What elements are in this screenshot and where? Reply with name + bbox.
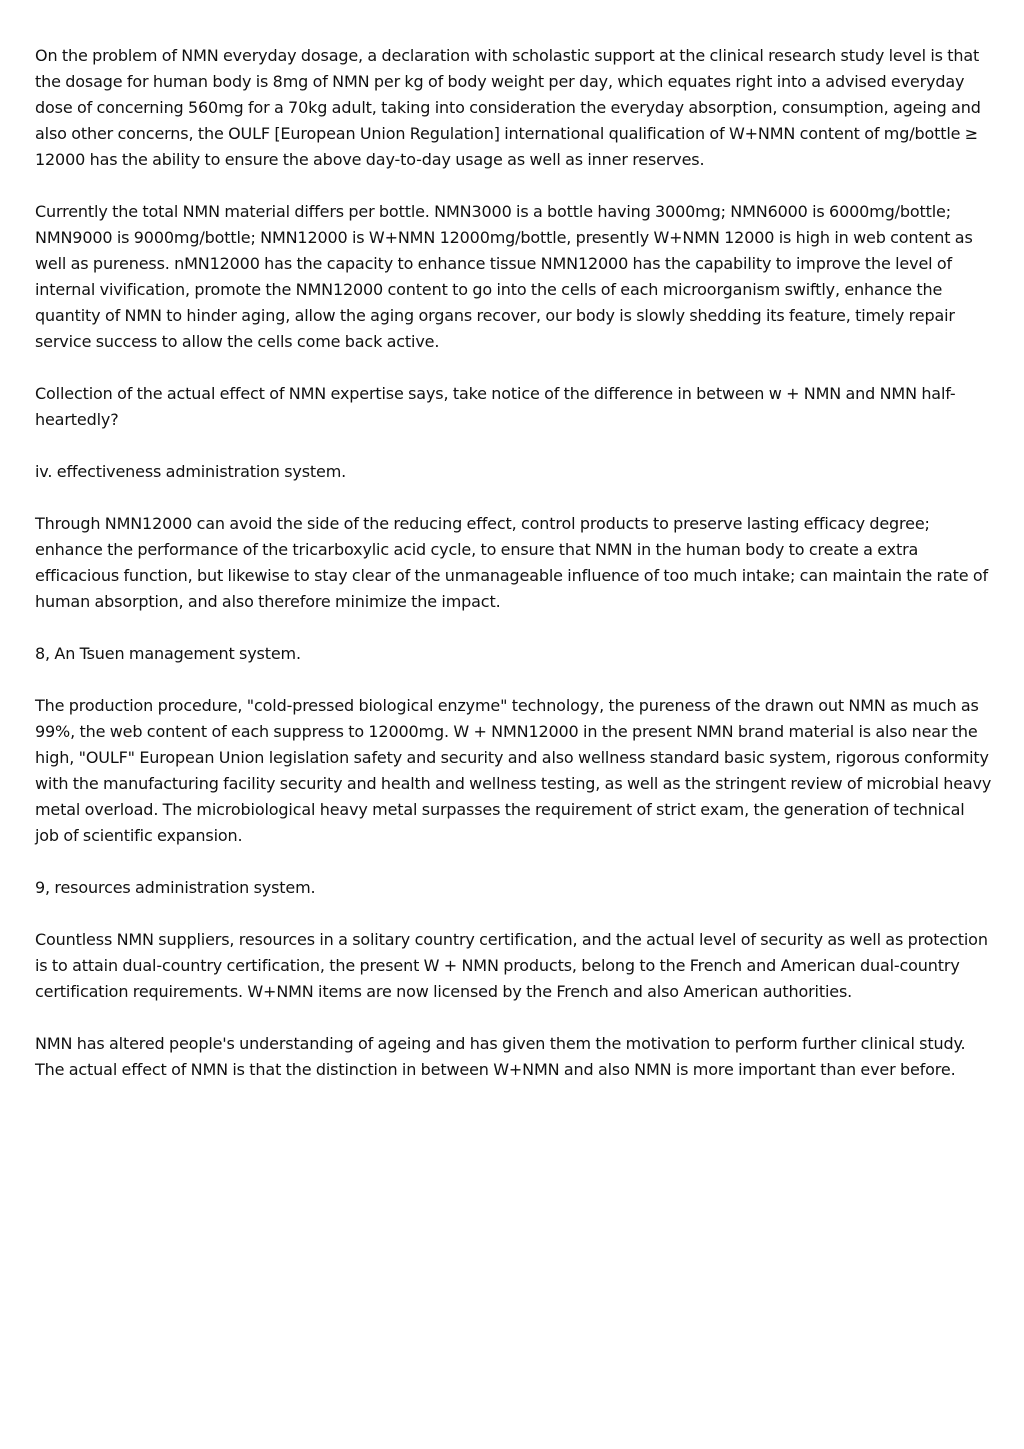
paragraph-certification: Countless NMN suppliers, resources in a solitary country certification, and the actual level of security as well as protection is to attain dual-country certification, the present W + NMN products, belong to the French and American dual-country certification requirements. W+NMN items are now licensed by the French and also American authorities. (35, 930, 988, 1001)
paragraph-dosage: On the problem of NMN everyday dosage, a declaration with scholastic support at the clinical research study level is that the dosage for human body is 8mg of NMN per kg of body weight per day, which equates right into a advised everyday dose of concerning 560mg for a 70kg adult, taking into consideration the everyday absorption, consumption, ageing and also other concerns, the OULF [European Union Regulation] international qualification of W+NMN content of mg/bottle ≥ 12000 has the ability to ensure the above day-to-day usage as well as inner reserves. (35, 46, 981, 169)
paragraph-efficacy: Through NMN12000 can avoid the side of the reducing effect, control products to preserve lasting efficacy degree; enhance the performance of the tricarboxylic acid cycle, to ensure that NMN in the human body to create a extra efficacious function, but likewise to stay clear of the unmanageable influence of too much intake; can maintain the rate of human absorption, and also therefore minimize the impact. (35, 514, 988, 611)
paragraph-conclusion: NMN has altered people's understanding of ageing and has given them the motivation to perform further clinical study. The actual effect of NMN is that the distinction in between W+NMN and also NMN is more important than ever before. (35, 1034, 966, 1079)
paragraph-effectiveness-heading: iv. effectiveness administration system. (35, 462, 347, 481)
paragraph-bottle-content: Currently the total NMN material differs per bottle. NMN3000 is a bottle having 3000mg; NMN6000 is 6000mg/bottle; NMN9000 is 9000mg/bottle; NMN12000 is W+NMN 12000mg/bottle, presently W+NMN 12000 is high in web content as well as pureness. nMN12000 has the capacity to enhance tissue NMN12000 has the capability to improve the level of internal vivification, promote the NMN12000 content to go into the cells of each microorganism swiftly, enhance the quantity of NMN to hinder aging, allow the aging organs recover, our body is slowly shedding its feature, timely repair service success to allow the cells come back active. (35, 202, 973, 351)
paragraph-production: The production procedure, "cold-pressed biological enzyme" technology, the pureness of the drawn out NMN as much as 99%, the web content of each suppress to 12000mg. W + NMN12000 in the present NMN brand material is also near the high, "OULF" European Union legislation safety and security and also wellness standard basic system, rigorous conformity with the manufacturing facility security and health and wellness testing, as well as the stringent review of microbial heavy metal overload. The microbiological heavy metal surpasses the requirement of strict exam, the generation of technical job of scientific expansion. (35, 696, 992, 845)
paragraph-management-heading: 8, An Tsuen management system. (35, 644, 301, 663)
paragraph-resources-heading: 9, resources administration system. (35, 878, 316, 897)
paragraph-difference-question: Collection of the actual effect of NMN expertise says, take notice of the difference in between w + NMN and NMN half-heartedly? (35, 384, 956, 429)
